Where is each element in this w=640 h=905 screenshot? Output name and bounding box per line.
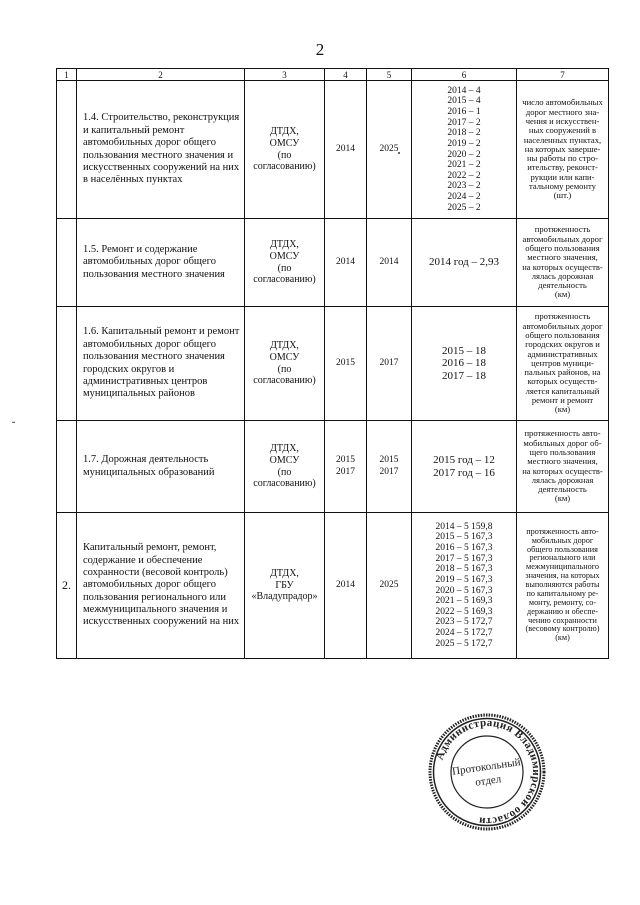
cell-line: ДТДХ,: [270, 442, 299, 454]
cell-line: (весовому контролю): [525, 624, 600, 634]
end-year-cell: [367, 307, 412, 421]
cell-line: ДТДХ,: [270, 339, 299, 351]
table-row: [57, 219, 609, 307]
cell-line: 2019 – 2: [447, 138, 481, 149]
cell-line: 2018 – 2: [447, 128, 481, 139]
header-cell: 5: [367, 69, 412, 81]
start-year-cell: [325, 421, 367, 513]
cell-line: 2024 – 2: [447, 192, 481, 202]
cell-line: согласованию): [253, 478, 316, 490]
cell-line: ительству, реконст-: [527, 162, 598, 173]
cell-line: держанию и обеспе-: [527, 606, 598, 616]
cell-line: городских округов и: [525, 339, 600, 350]
cell-line: 2025: [379, 579, 399, 590]
cell-line: 2015: [336, 357, 355, 368]
cell-line: 2016 – 5 167,3: [435, 543, 493, 553]
cell-line: 2015 – 18: [442, 345, 486, 358]
cell-line: ОМСУ: [269, 454, 300, 466]
stamp-center-line2: отдел: [474, 773, 502, 789]
cell-line: согласованию): [253, 274, 316, 286]
cell-line: местного значения,: [527, 252, 598, 263]
cell-line: ремонт и ремонт: [531, 394, 594, 405]
cell-line: 2017: [379, 466, 399, 477]
cell-line: ОМСУ: [269, 351, 300, 363]
header-cell: 3: [245, 69, 325, 81]
cell-line: 2022 – 5 169,3: [435, 606, 493, 617]
cell-line: 2014: [336, 579, 355, 590]
protocol-department-stamp: [428, 713, 546, 831]
indicator-description-cell: [517, 421, 609, 513]
cell-line: деятельность: [538, 484, 587, 495]
page-number: 2: [315, 40, 325, 59]
cell-line: 2017: [379, 357, 399, 368]
cell-line: (шт.): [553, 190, 572, 201]
table-row: [57, 513, 609, 659]
cell-line: 2014: [379, 256, 399, 267]
cell-line: ОМСУ: [269, 250, 300, 262]
cell-line: щего пользования: [529, 446, 596, 457]
header-row: [57, 69, 609, 81]
header-cell: 1: [57, 69, 77, 81]
cell-line: 2023 – 5 172,7: [435, 617, 493, 628]
cell-line: значения, на которых: [525, 571, 600, 581]
margin-mark: ⁃: [11, 418, 16, 429]
cell-line: 2021 – 2: [447, 160, 481, 171]
cell-line: (по: [277, 363, 292, 375]
measure-name-cell: 1.6. Капитальный ремонт и ремонт автомобильных дорог общего пользования местного значения городских округов и административных центров муниципальных районов: [77, 307, 245, 421]
indicator-values-cell: [412, 81, 517, 219]
program-table: [56, 68, 609, 659]
measure-name-cell: 1.5. Ремонт и содержание автомобильных дорог общего пользования местного значения: [77, 219, 245, 307]
cell-line: «Владупрадор»: [251, 591, 318, 603]
cell-line: 2016 – 1: [447, 107, 481, 117]
cell-line: общего пользования: [525, 330, 600, 341]
indicator-values-cell: [412, 513, 517, 659]
cell-line: 2020 – 2: [447, 149, 481, 160]
cell-line: ных сооружений в: [528, 125, 597, 136]
cell-line: мобильных дорог: [531, 535, 594, 545]
table-row: [57, 307, 609, 421]
cell-line: 2017 год – 16: [433, 466, 495, 479]
cell-line: 2023 – 2: [447, 181, 481, 192]
cell-line: ГБУ: [275, 579, 294, 591]
cell-line: местного значения,: [527, 456, 598, 467]
scan-speck: [398, 152, 400, 154]
cell-line: 2025 – 2: [447, 202, 481, 213]
cell-line: протяженность: [534, 224, 591, 235]
indicator-description-cell: [517, 219, 609, 307]
cell-line: ДТДХ,: [270, 238, 299, 250]
row-number-cell: [57, 219, 77, 307]
cell-line: мобильных дорог об-: [523, 437, 602, 448]
cell-line: (по: [277, 262, 292, 274]
cell-line: 2015: [379, 455, 399, 466]
cell-line: лялась дорожная: [531, 474, 594, 485]
end-year-cell: [367, 421, 412, 513]
table-row: [57, 421, 609, 513]
cell-line: лялась дорожная: [531, 270, 594, 281]
cell-line: согласованию): [253, 375, 316, 387]
cell-line: 2015: [336, 455, 355, 466]
cell-line: на которых заверше-: [524, 143, 601, 154]
cell-line: 2025 – 5 172,7: [435, 638, 493, 649]
executor-cell: [245, 307, 325, 421]
end-year-cell: [367, 219, 412, 307]
indicator-description-cell: [517, 513, 609, 659]
cell-line: протяженность: [534, 311, 591, 322]
cell-line: 2017: [336, 466, 355, 477]
measure-name-cell: 1.4. Строительство, реконструкция и капитальный ремонт автомобильных дорог общего пользования местного значения и искусственных сооружений на них в населённых пунктах: [77, 81, 245, 219]
cell-line: 2017 – 5 167,3: [435, 553, 493, 564]
cell-line: которых осуществ-: [527, 376, 598, 387]
start-year-cell: [325, 513, 367, 659]
cell-line: 2018 – 5 167,3: [435, 564, 493, 575]
cell-line: на которых осуществ-: [522, 465, 603, 476]
cell-line: 2021 – 5 169,3: [435, 596, 493, 607]
start-year-cell: [325, 81, 367, 219]
cell-line: регионального или: [529, 553, 596, 563]
cell-line: 2015 – 5 167,3: [435, 532, 493, 543]
table-row: [57, 81, 609, 219]
cell-line: на которых осуществ-: [522, 261, 603, 272]
indicator-description-cell: [517, 307, 609, 421]
executor-cell: [245, 513, 325, 659]
cell-line: автомобильных дорог: [522, 233, 603, 244]
row-number-cell: [57, 81, 77, 219]
cell-line: 2024 – 5 172,7: [435, 628, 493, 638]
cell-line: чению сохранности: [528, 615, 597, 625]
cell-line: (по: [277, 466, 292, 478]
cell-line: 2017 – 18: [442, 369, 486, 382]
indicator-values-cell: [412, 421, 517, 513]
cell-line: ны работы по стро-: [526, 153, 599, 164]
cell-line: общего пользования: [527, 544, 598, 554]
cell-line: тальному ремонту: [529, 180, 596, 191]
cell-line: чения и искусствен-: [525, 116, 600, 127]
cell-line: 2014 – 5 159,8: [435, 521, 493, 532]
executor-cell: [245, 219, 325, 307]
cell-line: 2015 год – 12: [433, 454, 495, 467]
cell-line: административных: [527, 348, 598, 359]
cell-line: центров муници-: [531, 357, 594, 368]
cell-line: число автомобильных: [522, 97, 603, 108]
cell-line: 2014: [336, 256, 355, 267]
cell-line: 2016 – 18: [442, 357, 486, 370]
cell-line: по капитальному ре-: [526, 588, 599, 598]
header-cell: 4: [325, 69, 367, 81]
stamp-ring-text: Администрация Владимирской области: [433, 716, 543, 828]
row-number-cell: 2.: [57, 513, 77, 659]
cell-line: 2025: [379, 143, 399, 154]
end-year-cell: [367, 81, 412, 219]
cell-line: населенных пунктах,: [523, 134, 602, 145]
cell-line: (км): [554, 404, 571, 415]
cell-line: ДТДХ,: [270, 567, 299, 579]
cell-line: монту, ремонту, со-: [528, 597, 597, 607]
row-number-cell: [57, 307, 77, 421]
cell-line: (км): [554, 493, 571, 504]
measure-name-cell: 1.7. Дорожная деятельность муниципальных образований: [77, 421, 245, 513]
cell-line: ОМСУ: [269, 137, 300, 149]
cell-line: ДТДХ,: [270, 125, 299, 137]
cell-line: (км): [554, 289, 571, 300]
indicator-values-cell: [412, 219, 517, 307]
cell-line: пальных районов, на: [524, 367, 601, 378]
cell-line: ляется капитальный: [525, 385, 600, 396]
end-year-cell: [367, 513, 412, 659]
cell-line: межмуниципального: [526, 562, 599, 572]
cell-line: (по: [277, 149, 292, 161]
cell-line: 2015 – 4: [447, 96, 481, 107]
cell-line: 2020 – 5 167,3: [435, 585, 493, 596]
header-cell: 6: [412, 69, 517, 81]
executor-cell: [245, 81, 325, 219]
cell-line: 2017 – 2: [447, 117, 481, 128]
cell-line: (км): [555, 633, 570, 643]
start-year-cell: [325, 219, 367, 307]
cell-line: согласованию): [253, 161, 316, 173]
indicator-values-cell: [412, 307, 517, 421]
cell-line: рукции или капи-: [530, 171, 595, 182]
cell-line: 2014: [336, 143, 355, 154]
cell-line: 2019 – 5 167,3: [435, 574, 493, 585]
cell-line: выполняются работы: [525, 580, 600, 590]
header-cell: 7: [517, 69, 609, 81]
header-cell: 2: [77, 69, 245, 81]
cell-line: автомобильных дорог: [522, 320, 603, 331]
cell-line: дорог местного зна-: [525, 106, 600, 117]
cell-line: деятельность: [538, 280, 587, 291]
start-year-cell: [325, 307, 367, 421]
measure-name-cell: Капитальный ремонт, ремонт, содержание и обеспечение сохранности (весовой контроль) автомобильных дорог общего пользования регионального или межмуниципального значения и искусственных сооружений на них: [77, 513, 245, 659]
cell-line: общего пользования: [525, 242, 600, 253]
stamp-center-line1: Протокольный: [451, 756, 522, 778]
executor-cell: [245, 421, 325, 513]
row-number-cell: [57, 421, 77, 513]
cell-line: протяженность авто-: [524, 428, 601, 439]
cell-line: 2014 год – 2,93: [428, 256, 500, 269]
cell-line: 2022 – 2: [447, 170, 481, 181]
indicator-description-cell: [517, 81, 609, 219]
cell-line: 2014 – 4: [447, 85, 481, 96]
cell-line: протяженность авто-: [526, 526, 599, 536]
